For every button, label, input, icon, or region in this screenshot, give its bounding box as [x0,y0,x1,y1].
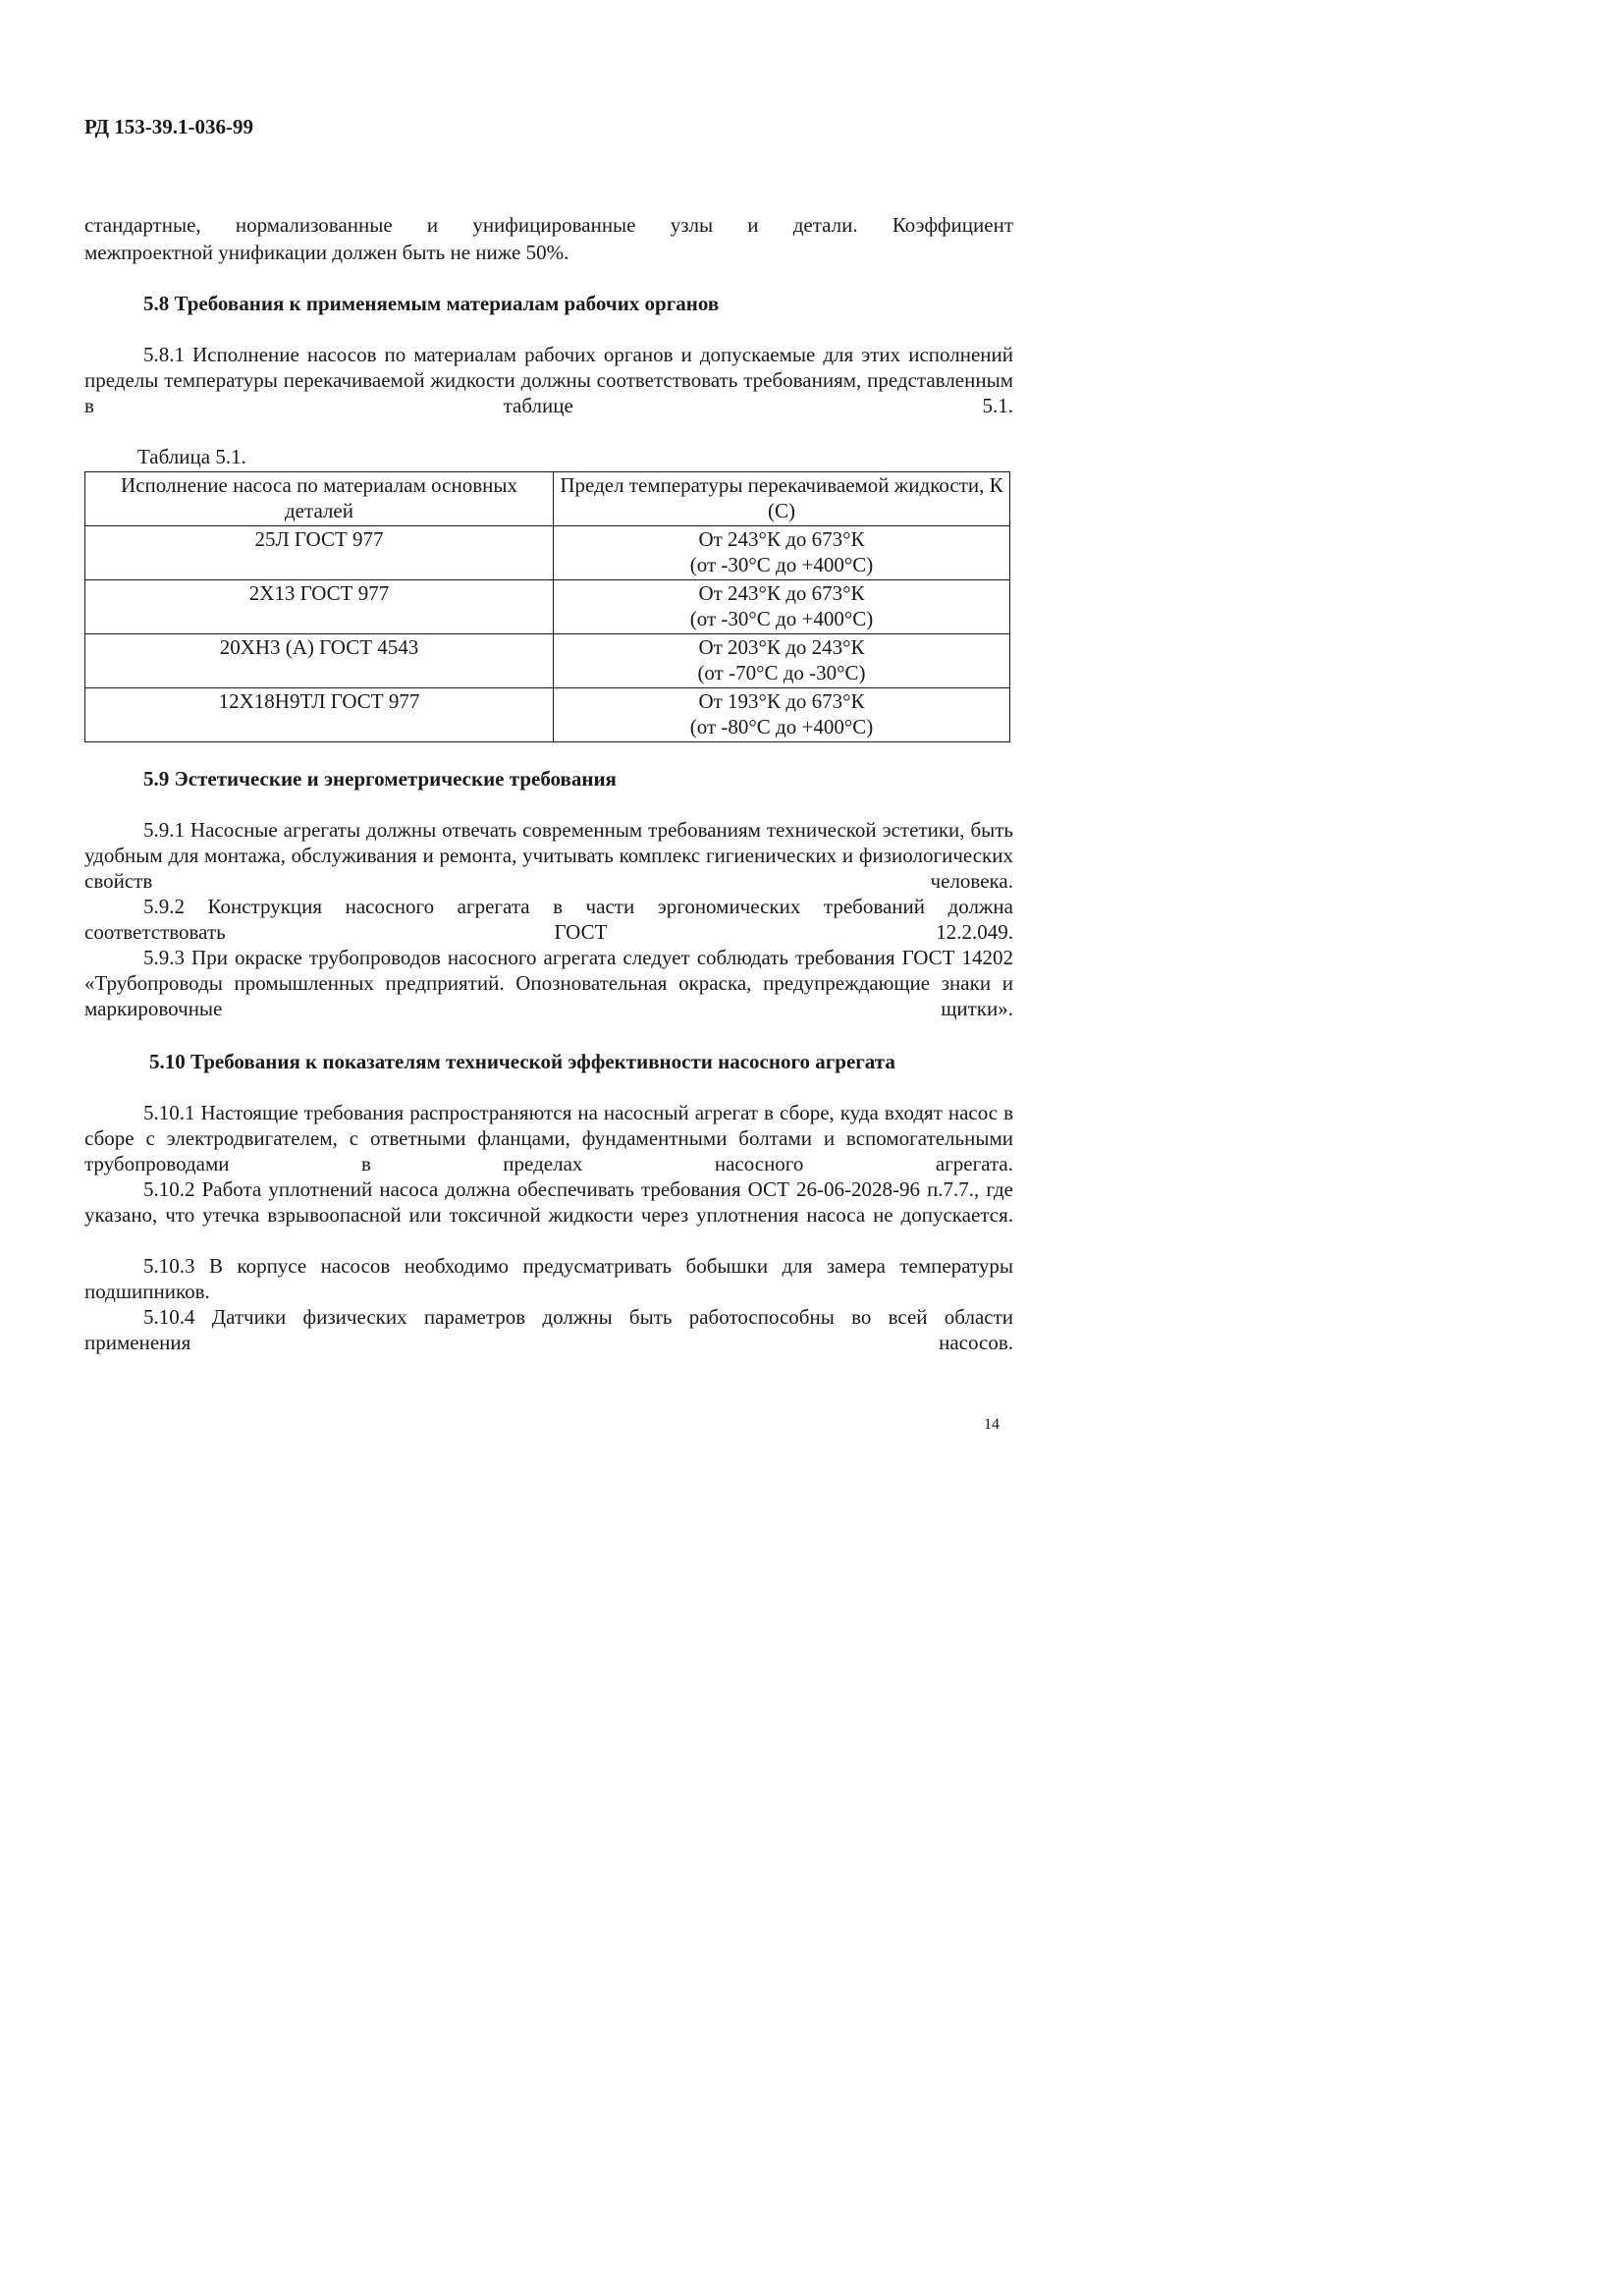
document-page [0,0,1080,1528]
temperature-kelvin: От 193°К до 673°К [698,689,865,713]
header-temperature: Предел температуры перекачиваемой жидкости, К (С) [554,472,1010,526]
cell-temperature [554,526,1010,580]
heading-5-10: 5.10 Требования к показателям технической эффективности насосного агрегата [149,1050,895,1073]
temperature-kelvin: От 203°К до 243°К [698,635,865,659]
temperature-celsius: (от -80°С до +400°С) [689,715,874,738]
temperature-celsius: (от -30°С до +400°С) [689,553,874,576]
paragraph-5-9-3: 5.9.3 При окраске трубопроводов насосного агрегата следует соблюдать требования ГОСТ 14202 «Трубопроводы промышленных предприятий. Опозновательная окраска, предупреждающие знаки и маркировочные щитки». [84,946,1013,1020]
header-material: Исполнение насоса по материалам основных деталей [85,472,554,526]
temperature-celsius: (от -70°С до -30°С) [697,661,866,684]
paragraph-5-8-1: 5.8.1 Исполнение насосов по материалам рабочих органов и допускаемые для этих исполнений пределы температуры перекачиваемой жидкости должны соответствовать требованиям, представленным в таблице 5.1. [84,343,1013,417]
table-row [85,580,1010,634]
heading-5-9: 5.9 Эстетические и энергометрические требования [143,767,617,791]
intro-line-1: стандартные, нормализованные и унифицированные узлы и детали. Коэффициент [84,213,1013,237]
cell-temperature [554,688,1010,742]
paragraph-5-9-1: 5.9.1 Насосные агрегаты должны отвечать современным требованиям технической эстетики, быть удобным для монтажа, обслуживания и ремонта, учитывать комплекс гигиенических и физиологических свойств человека. [84,818,1013,893]
table-row [85,688,1010,742]
paragraph-5-10-2: 5.10.2 Работа уплотнений насоса должна обеспечивать требования ОСТ 26-06-2028-96 п.7.7., где указано, что утечка взрывоопасной или токсичной жидкости через уплотнения насоса не допускается. [84,1177,1013,1227]
paragraph-5-9-2: 5.9.2 Конструкция насосного агрегата в части эргономических требований должна соответствовать ГОСТ 12.2.049. [84,895,1013,944]
paragraph-5-10-3: 5.10.3 В корпусе насосов необходимо предусматривать бобышки для замера температуры подшипников. [84,1254,1013,1303]
cell-temperature [554,580,1010,634]
page-number: 14 [984,1416,1000,1433]
table-caption: Таблица 5.1. [137,445,246,468]
cell-material: 2Х13 ГОСТ 977 [85,580,554,634]
heading-5-8: 5.8 Требования к применяемым материалам рабочих органов [143,292,720,315]
temperature-kelvin: От 243°К до 673°К [698,581,865,605]
temperature-celsius: (от -30°С до +400°С) [689,607,874,630]
materials-temperature-table [84,471,1010,742]
table-row [85,526,1010,580]
table-row [85,634,1010,688]
intro-line-2: межпроектной унификации должен быть не ниже 50%. [84,241,569,264]
document-id: РД 153-39.1-036-99 [84,115,254,138]
paragraph-5-10-1: 5.10.1 Настоящие требования распространяются на насосный агрегат в сборе, куда входят насос в сборе с электродвигателем, с ответными фланцами, фундаментными болтами и вспомогательными трубопроводами в пределах насосного агрегата. [84,1101,1013,1175]
cell-material: 20ХН3 (А) ГОСТ 4543 [85,634,554,688]
cell-temperature [554,634,1010,688]
cell-material: 12Х18Н9ТЛ ГОСТ 977 [85,688,554,742]
temperature-kelvin: От 243°К до 673°К [698,527,865,551]
table-header-row [85,472,1010,526]
paragraph-5-10-4: 5.10.4 Датчики физических параметров должны быть работоспособны во всей области применения насосов. [84,1305,1013,1354]
cell-material: 25Л ГОСТ 977 [85,526,554,580]
